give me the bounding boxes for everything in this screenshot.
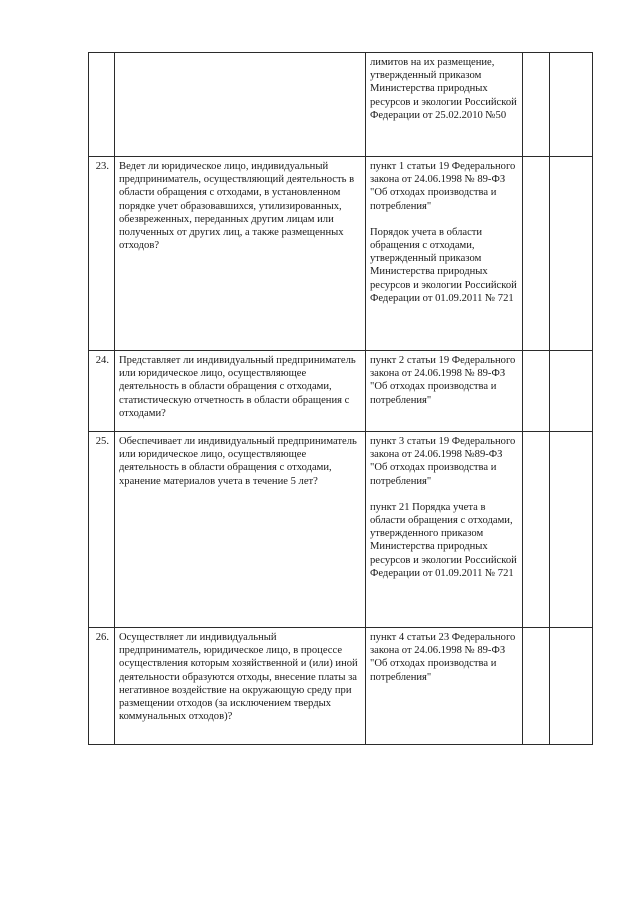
legal-reference: пункт 4 статьи 23 Федерального закона от 24.06.1998 № 89-ФЗ "Об отходах производства и потребления" [370, 632, 516, 683]
note-cell [550, 628, 593, 745]
question-cell: Осуществляет ли индивидуальный предприниматель, юридическое лицо, в процессе осуществления которым хозяйственной и (или) иной деятельности образуются отходы, внесение платы за негативное воздействие на окружающую среду при размещении отходов (за исключением твердых коммунальных отходов)? [115, 628, 366, 745]
reference-cell [366, 351, 523, 432]
legal-reference: пункт 3 статьи 19 Федерального закона от 24.06.1998 №89-ФЗ "Об отходах производства и потребления" [370, 436, 516, 487]
reference-cell [366, 53, 523, 157]
row-number: 23. [89, 157, 115, 351]
row-number [89, 53, 115, 157]
reference-cell [366, 628, 523, 745]
answer-cell [523, 157, 550, 351]
table-row [89, 432, 593, 628]
checklist-table [88, 52, 593, 745]
question-cell: Обеспечивает ли индивидуальный предприниматель или юридическое лицо, осуществляющее деятельность в области обращения с отходами, хранение материалов учета в течение 5 лет? [115, 432, 366, 628]
reference-cell [366, 157, 523, 351]
table-row [89, 157, 593, 351]
legal-reference: пункт 1 статьи 19 Федерального закона от 24.06.1998 № 89-ФЗ "Об отходах производства и потребления" [370, 161, 516, 212]
note-cell [550, 432, 593, 628]
answer-cell [523, 351, 550, 432]
answer-cell [523, 432, 550, 628]
note-cell [550, 157, 593, 351]
note-cell [550, 351, 593, 432]
answer-cell [523, 628, 550, 745]
row-number: 26. [89, 628, 115, 745]
legal-reference: Порядок учета в области обращения с отходами, утвержденный приказом Министерства природных ресурсов и экологии Российской Федерации от 01.09.2011 № 721 [370, 226, 517, 304]
row-number: 24. [89, 351, 115, 432]
table-row [89, 351, 593, 432]
legal-reference: лимитов на их размещение, утвержденный приказом Министерства природных ресурсов и экологии Российской Федерации от 25.02.2010 №50 [370, 57, 517, 121]
legal-reference: пункт 21 Порядка учета в области обращения с отходами, утвержденного приказом Министерства природных ресурсов и экологии Российской Федерации от 01.09.2011 № 721 [370, 501, 517, 579]
answer-cell [523, 53, 550, 157]
table-row [89, 628, 593, 745]
legal-reference: пункт 2 статьи 19 Федерального закона от 24.06.1998 № 89-ФЗ "Об отходах производства и потребления" [370, 355, 516, 406]
question-cell: Ведет ли юридическое лицо, индивидуальный предприниматель, осуществляющий деятельность в области обращения с отходами, в установленном порядке учет образовавшихся, утилизированных, обезвреженных, переданных другим лицам или полученных от других лиц, а также размещенных отходов? [115, 157, 366, 351]
note-cell [550, 53, 593, 157]
table-row [89, 53, 593, 157]
question-cell [115, 53, 366, 157]
reference-cell [366, 432, 523, 628]
row-number: 25. [89, 432, 115, 628]
question-cell: Представляет ли индивидуальный предприниматель или юридическое лицо, осуществляющее деятельность в области обращения с отходами, статистическую отчетность в области обращения с отходами? [115, 351, 366, 432]
